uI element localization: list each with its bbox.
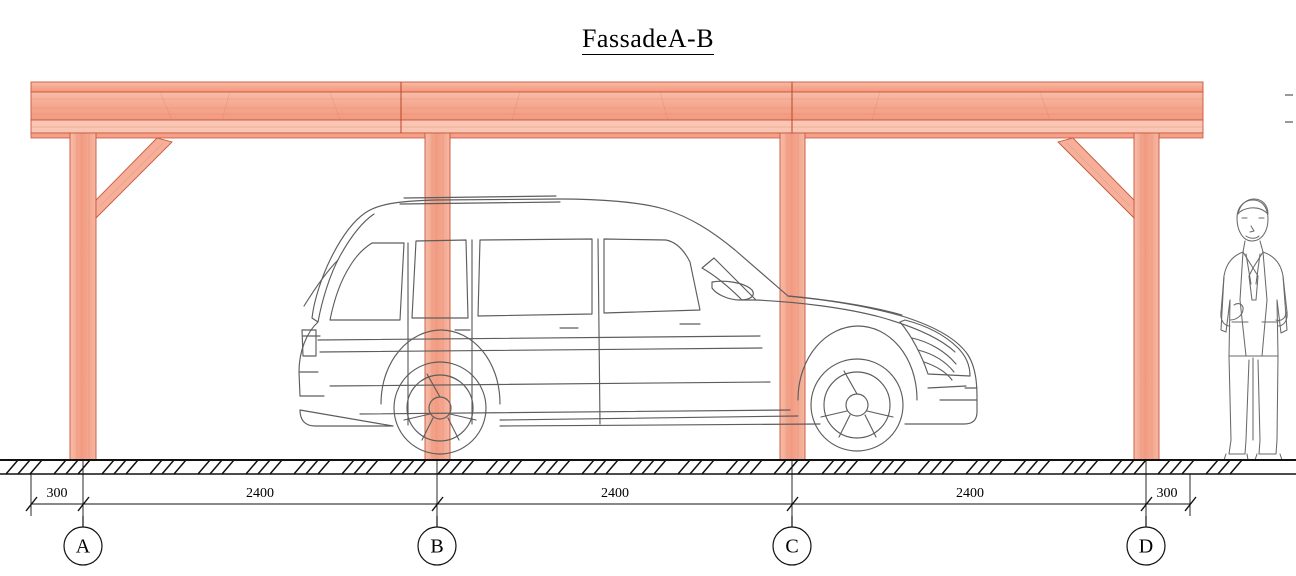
drawing-title-text: FassadeA-B — [581, 24, 715, 53]
grid-axis-label-b: B — [430, 535, 444, 558]
grid-axis-label-a: A — [75, 535, 91, 558]
ground-hatching — [0, 460, 1296, 474]
dimension-label: 300 — [1156, 486, 1178, 501]
corner-braces — [96, 138, 1134, 218]
roof-beam-assembly — [31, 82, 1293, 138]
dimension-label: 300 — [46, 486, 68, 501]
dimension-label: 2400 — [956, 486, 984, 501]
grid-bubbles — [64, 516, 1165, 565]
grid-axis-label-c: C — [785, 535, 799, 558]
support-posts — [70, 133, 1159, 460]
grid-axis-label-d: D — [1138, 535, 1154, 558]
dimension-label: 2400 — [246, 486, 274, 501]
suv-vehicle-silhouette — [299, 196, 977, 454]
human-figure-scale-reference — [1221, 199, 1287, 460]
dimension-label: 2400 — [601, 486, 629, 501]
